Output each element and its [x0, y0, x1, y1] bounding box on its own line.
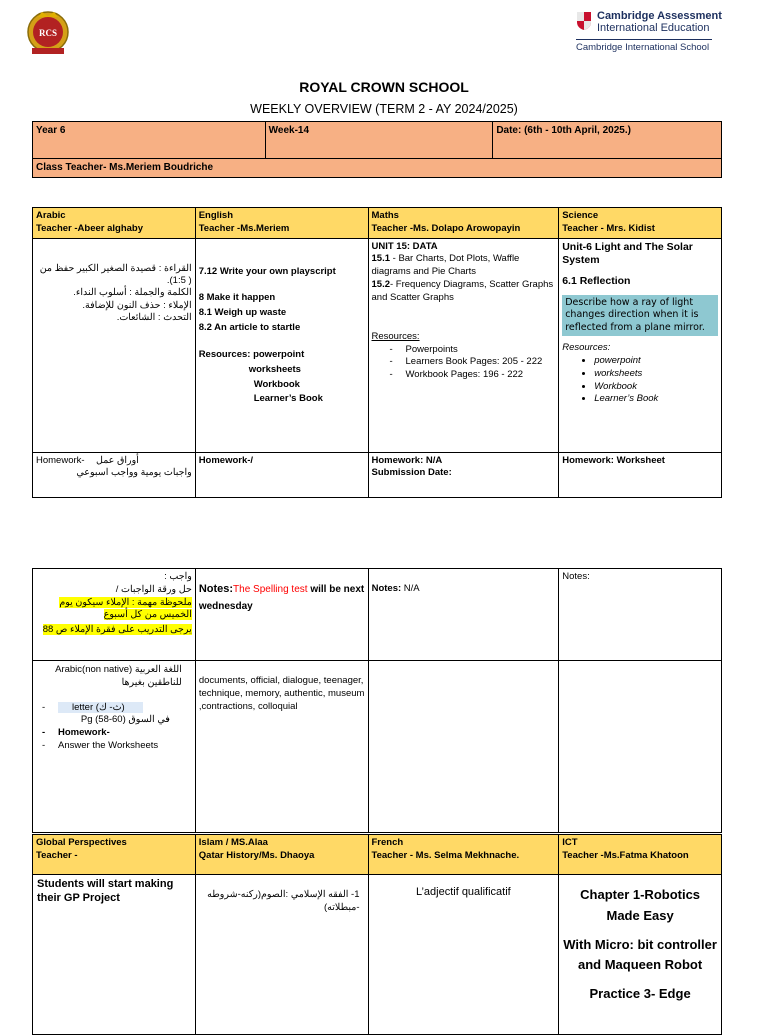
science-objective-box: Describe how a ray of light changes direction when it is reflected from a plane mirror.	[562, 295, 718, 336]
ict-content: Chapter 1-Robotics Made Easy With Micro: bit controller and Maqueen Robot Practice 3- Edge	[559, 875, 722, 1035]
english-content: 7.12 Write your own playscript 8 Make it happen 8.1 Weigh up waste 8.2 An article to startle Resources: powerpoint worksheets Workbook Learner’s Book	[195, 238, 368, 452]
science-empty	[559, 661, 722, 833]
ict-header: ICT Teacher -Ms.Fatma Khatoon	[559, 835, 722, 875]
science-resource-item: • worksheets	[594, 368, 718, 381]
science-notes: Notes:	[559, 569, 722, 661]
science-header: Science Teacher - Mrs. Kidist	[559, 208, 722, 239]
maths-homework: Homework: N/A Submission Date:	[368, 452, 559, 497]
maths-resource-item: - Learners Book Pages: 205 - 222	[406, 356, 556, 369]
arabic-nonnative-content: اللغة العربية (Arabic(non native للناطقين بغيرها - letter (ث- ك) - في السوق (Pg (58-60 - Homework- - Answer the Worksheets	[33, 661, 196, 833]
islam-content: 1- الفقه الإسلامي :الصوم(ركنه-شروطه -مبطلاته)	[195, 875, 368, 1035]
english-notes: Notes:The Spelling test will be next wednesday	[195, 569, 368, 661]
science-homework: Homework: Worksheet	[559, 452, 722, 497]
school-logo	[26, 10, 70, 56]
french-header: French Teacher - Ms. Selma Mekhnache.	[368, 835, 559, 875]
maths-empty	[368, 661, 559, 833]
class-teacher-cell: Class Teacher- Ms.Meriem Boudriche	[33, 159, 722, 178]
arabic-homework: Homework- أوراق عمل واجبات يومية وواجب اسبوعي	[33, 452, 196, 497]
logo-lettering: RCS	[38, 28, 58, 38]
cambridge-logo	[576, 10, 746, 55]
maths-resource-item: - Powerpoints	[406, 344, 556, 357]
arabic-header: Arabic Teacher -Abeer alghaby	[33, 208, 196, 239]
science-resource-item: • Learner’s Book	[594, 393, 718, 406]
maths-notes: Notes: N/A	[368, 569, 559, 661]
islam-header: Islam / MS.Alaa Qatar History/Ms. Dhaoya	[195, 835, 368, 875]
notes-table	[32, 568, 722, 833]
english-homework: Homework-/	[195, 452, 368, 497]
maths-header: Maths Teacher -Ms. Dolapo Arowopayin	[368, 208, 559, 239]
school-name: ROYAL CROWN SCHOOL	[299, 79, 469, 95]
maths-content: UNIT 15: DATA 15.1 - Bar Charts, Dot Plots, Waffle diagrams and Pie Charts 15.2- Frequency Diagrams, Scatter Graphs and Scatter Graphs Resources: - Powerpoints - Learners Book Pages: 205 - 222 - Workbook Pages: 196 - 222	[368, 238, 559, 452]
cambridge-line2: International Education	[597, 22, 710, 34]
info-table	[32, 121, 722, 178]
french-content: L’adjectif qualificatif	[368, 875, 559, 1035]
year-cell: Year 6	[33, 122, 266, 159]
gp-content: Students will start making their GP Project	[33, 875, 196, 1035]
gp-header: Global Perspectives Teacher -	[33, 835, 196, 875]
week-cell: Week-14	[265, 122, 493, 159]
science-content: Unit-6 Light and The Solar System 6.1 Reflection Describe how a ray of light changes direction when it is reflected from a plane mirror. Resources: • powerpoint • worksheets • Workbook • Learner’s Book	[559, 238, 722, 452]
science-resource-item: • Workbook	[594, 381, 718, 394]
arabic-content: القراءة : قصيدة الصغير الكبير حفظ من ( 1:5). الكلمة والجملة : أسلوب النداء. الإملاء : حذف النون للإضافة. التحدث : الشائعات.	[33, 238, 196, 452]
date-cell: Date: (6th - 10th April, 2025.)	[493, 122, 722, 159]
cambridge-line1: Cambridge Assessment	[597, 10, 722, 22]
english-header: English Teacher -Ms.Meriem	[195, 208, 368, 239]
english-vocab: documents, official, dialogue, teenager, technique, memory, authentic, museum ,contractions, colloquial	[195, 661, 368, 833]
arabic-notes: واجب : حل ورقة الواجبات / ملحوظة مهمة : الإملاء سيكون يوم الخميس من كل أسبوع يرجى التدريب على فقرة الإملاء ص 88	[33, 569, 196, 661]
science-resource-item: • powerpoint	[594, 355, 718, 368]
cambridge-school: Cambridge International School	[576, 42, 710, 53]
cambridge-shield-icon	[576, 11, 592, 31]
maths-resource-item: - Workbook Pages: 196 - 222	[406, 369, 556, 382]
subjects-table-2	[32, 834, 722, 1035]
weekly-overview-title: WEEKLY OVERVIEW (TERM 2 - AY 2024/2025)	[250, 102, 518, 116]
subjects-table-1	[32, 207, 722, 498]
